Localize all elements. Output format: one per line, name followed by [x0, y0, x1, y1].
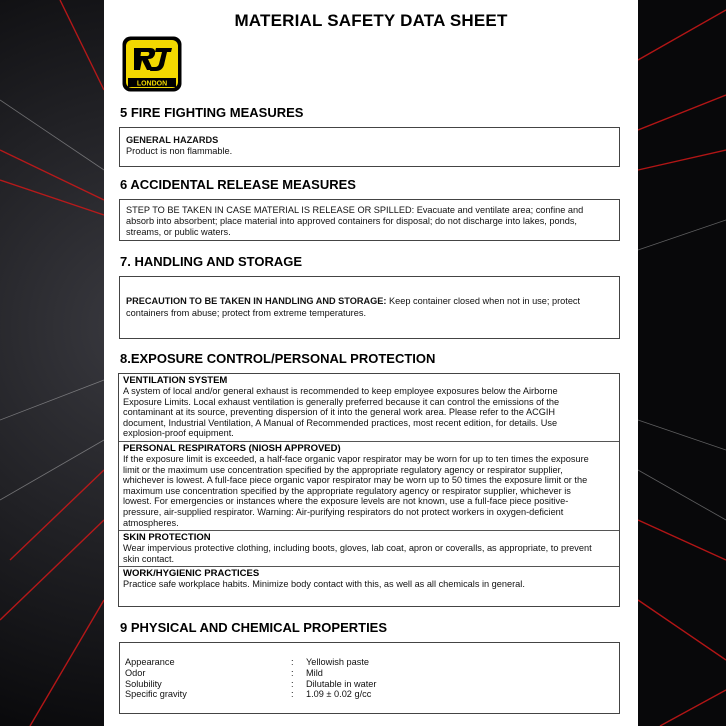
ventilation-line: Exposure Limits. Local exhaust ventilation is generally preferred because it can control the emissions of the — [123, 396, 560, 407]
skin-protection-title: SKIN PROTECTION — [123, 532, 211, 544]
property-separator: : — [291, 657, 294, 667]
property-name: Odor — [125, 667, 146, 678]
property-value: Dilutable in water — [306, 678, 377, 689]
skin-protection-cell — [119, 531, 619, 567]
handling-text-2: containers from abuse; protect from extreme temperatures. — [126, 308, 366, 318]
ventilation-title: VENTILATION SYSTEM — [123, 375, 228, 386]
respirators-line: lowest. For emergencies or instances where the exposure levels are not known, use a full-face piece positive- — [123, 496, 569, 507]
respirators-line: If the exposure limit is exceeded, a half-face organic vapor respirator may be worn for up to ten times the exposure — [123, 453, 589, 464]
section6-heading: 6 ACCIDENTAL RELEASE MEASURES — [120, 177, 356, 192]
section7-heading: 7. HANDLING AND STORAGE — [120, 254, 303, 269]
work-practices-line: Practice safe workplace habits. Minimize body contact with this, as well as all chemicals in general. — [123, 579, 525, 590]
table-row — [125, 689, 376, 700]
respirators-line: whichever is lowest. A full-face piece organic vapor respirator may be worn up to 50 times the exposure limit or the — [123, 475, 588, 486]
skin-protection-line: skin contact. — [123, 553, 175, 564]
respirators-cell — [119, 442, 619, 531]
general-hazards-label: GENERAL HAZARDS — [126, 135, 219, 145]
property-value: Mild — [306, 667, 323, 678]
property-name: Appearance — [125, 657, 175, 667]
ventilation-line: A system of local and/or general exhaust is recommended to keep employee exposures below the Airborne — [123, 386, 558, 396]
ventilation-line: contaminant at its source, preventing dispersion of it into the general work area. Please refer to the ACGIH — [123, 407, 556, 418]
skin-protection-line: Wear impervious protective clothing, including boots, gloves, lab coat, apron or coveralls, as appropriate, to prevent — [123, 543, 592, 554]
table-row — [125, 679, 376, 690]
property-separator: : — [291, 667, 294, 678]
property-value: 1.09 ± 0.02 g/cc — [306, 689, 372, 700]
ventilation-cell — [119, 374, 619, 442]
properties-table — [125, 657, 376, 700]
respirators-line: pressure, air-supplied respirator. Warning: Air-purifying respirators do not protect workers in oxygen-deficient — [123, 506, 564, 517]
property-name: Solubility — [125, 678, 162, 689]
respirators-title: PERSONAL RESPIRATORS (NIOSH APPROVED) — [123, 442, 341, 454]
release-line-2: absorb into absorbent; place material into approved containers for disposal; do not discharge into lakes, ponds, — [126, 216, 577, 226]
property-separator: : — [291, 689, 294, 700]
release-line-3: streams, or public waters. — [126, 227, 231, 237]
section7-box — [119, 276, 620, 339]
property-value: Yellowish paste — [306, 657, 369, 667]
document-page — [104, 0, 638, 726]
respirators-line: atmospheres. — [123, 517, 179, 528]
work-practices-title: WORK/HYGIENIC PRACTICES — [123, 568, 260, 580]
handling-label: PRECAUTION TO BE TAKEN IN HANDLING AND STORAGE: — [126, 296, 387, 306]
respirators-line: maximum use concentration specified by the appropriate regulatory agency or respirator supplier, whichever is — [123, 485, 571, 496]
document-title: MATERIAL SAFETY DATA SHEET — [234, 11, 508, 30]
section8-box — [118, 373, 620, 607]
ventilation-line: explosion-proof equipment. — [123, 428, 234, 439]
ventilation-line: document, Industrial Ventilation, A Manual of Recommended practices, most recent edition, for details. Use — [123, 417, 558, 428]
rj-london-logo — [122, 36, 182, 92]
work-practices-cell — [119, 567, 619, 592]
section9-box — [119, 642, 620, 714]
table-row — [125, 668, 376, 679]
section6-box — [119, 199, 620, 241]
release-line-1: STEP TO BE TAKEN IN CASE MATERIAL IS RELEASE OR SPILLED: Evacuate and ventilate area; confine and — [126, 205, 584, 215]
section8-heading: 8.EXPOSURE CONTROL/PERSONAL PROTECTION — [120, 351, 436, 366]
handling-text-1: Keep container closed when not in use; protect — [386, 296, 581, 306]
general-hazards-text: Product is non flammable. — [126, 146, 233, 156]
section5-heading: 5 FIRE FIGHTING MEASURES — [120, 105, 304, 120]
property-separator: : — [291, 678, 294, 689]
logo-text: LONDON — [136, 80, 168, 88]
table-row — [125, 657, 376, 668]
section9-heading: 9 PHYSICAL AND CHEMICAL PROPERTIES — [120, 620, 388, 635]
respirators-line: limit or the maximum use concentration specified by the appropriate regulatory agency or respirator supplier, — [123, 464, 563, 475]
property-name: Specific gravity — [125, 689, 187, 700]
section5-box — [119, 127, 620, 167]
